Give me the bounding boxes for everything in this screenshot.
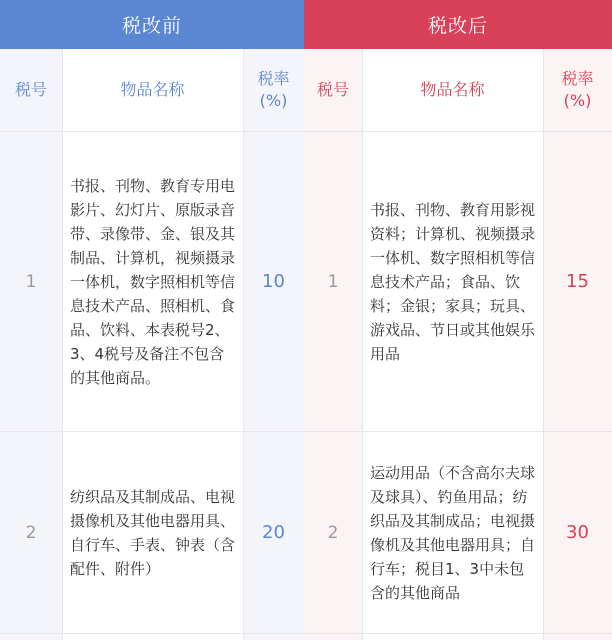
after-reform-header: 税改后 [304,0,612,49]
table-row-2-after-tax-no [304,432,362,633]
table-row-1-before-rate [243,132,304,431]
table-row-1-after-rate [543,132,612,431]
table-row-2-before-tax-no [0,432,62,633]
rate-value: 10 [262,271,285,292]
tax-no-value: 1 [327,271,339,292]
col-header-tax-no-before: 税号 [14,80,47,99]
table-row-2-before-items [62,432,243,633]
rate-label: 税率 [561,69,594,88]
item-list-text: 运动用品（不含高尔夫球及球具）、钓鱼用品；纺织品及其制成品；电视摄像机及其他电器用具；自行车；税目1、3中未包含的其他商品 [370,463,536,602]
rate-value: 15 [566,271,589,292]
tax-no-value: 1 [25,271,37,292]
item-list-text: 书报、刊物、教育用影视资料；计算机、视频摄录一体机、数字照相机等信息技术产品；食品、饮料；金银；家具；玩具、游戏品、节日或其他娱乐用品 [370,200,536,363]
item-list-text: 纺织品及其制成品、电视摄像机及其他电器用具、自行车、手表、钟表（含配件、附件） [70,487,236,578]
table-row-1-before-items [62,132,243,431]
col-header-item-name-after: 物品名称 [420,80,485,99]
table-row-2-after-rate [543,432,612,633]
table-row-2-before-rate [243,432,304,633]
tax-no-value: 2 [25,522,37,543]
rate-unit: (%) [563,91,592,110]
table-row-1-before-tax-no [0,132,62,431]
rate-label: 税率 [257,69,290,88]
row-divider [0,633,612,634]
col-header-item-name-before: 物品名称 [120,80,185,99]
table-row-1-after-items [362,132,543,431]
before-reform-header: 税改前 [0,0,304,49]
rate-value: 30 [566,522,589,543]
rate-unit: (%) [259,91,288,110]
table-row-2-after-items [362,432,543,633]
col-header-rate-before [243,49,304,131]
col-header-rate-after [543,49,612,131]
col-header-tax-no-after: 税号 [316,80,349,99]
item-list-text: 书报、刊物、教育专用电影片、幻灯片、原版录音带、录像带、金、银及其制品、计算机，视频摄录一体机，数字照相机等信息技术产品、照相机、食品、饮料、本表税号2、3、4税号及备注不包含的其他商品。 [70,176,236,387]
table-row-1-after-tax-no [304,132,362,431]
tax-no-value: 2 [327,522,339,543]
rate-value: 20 [262,522,285,543]
